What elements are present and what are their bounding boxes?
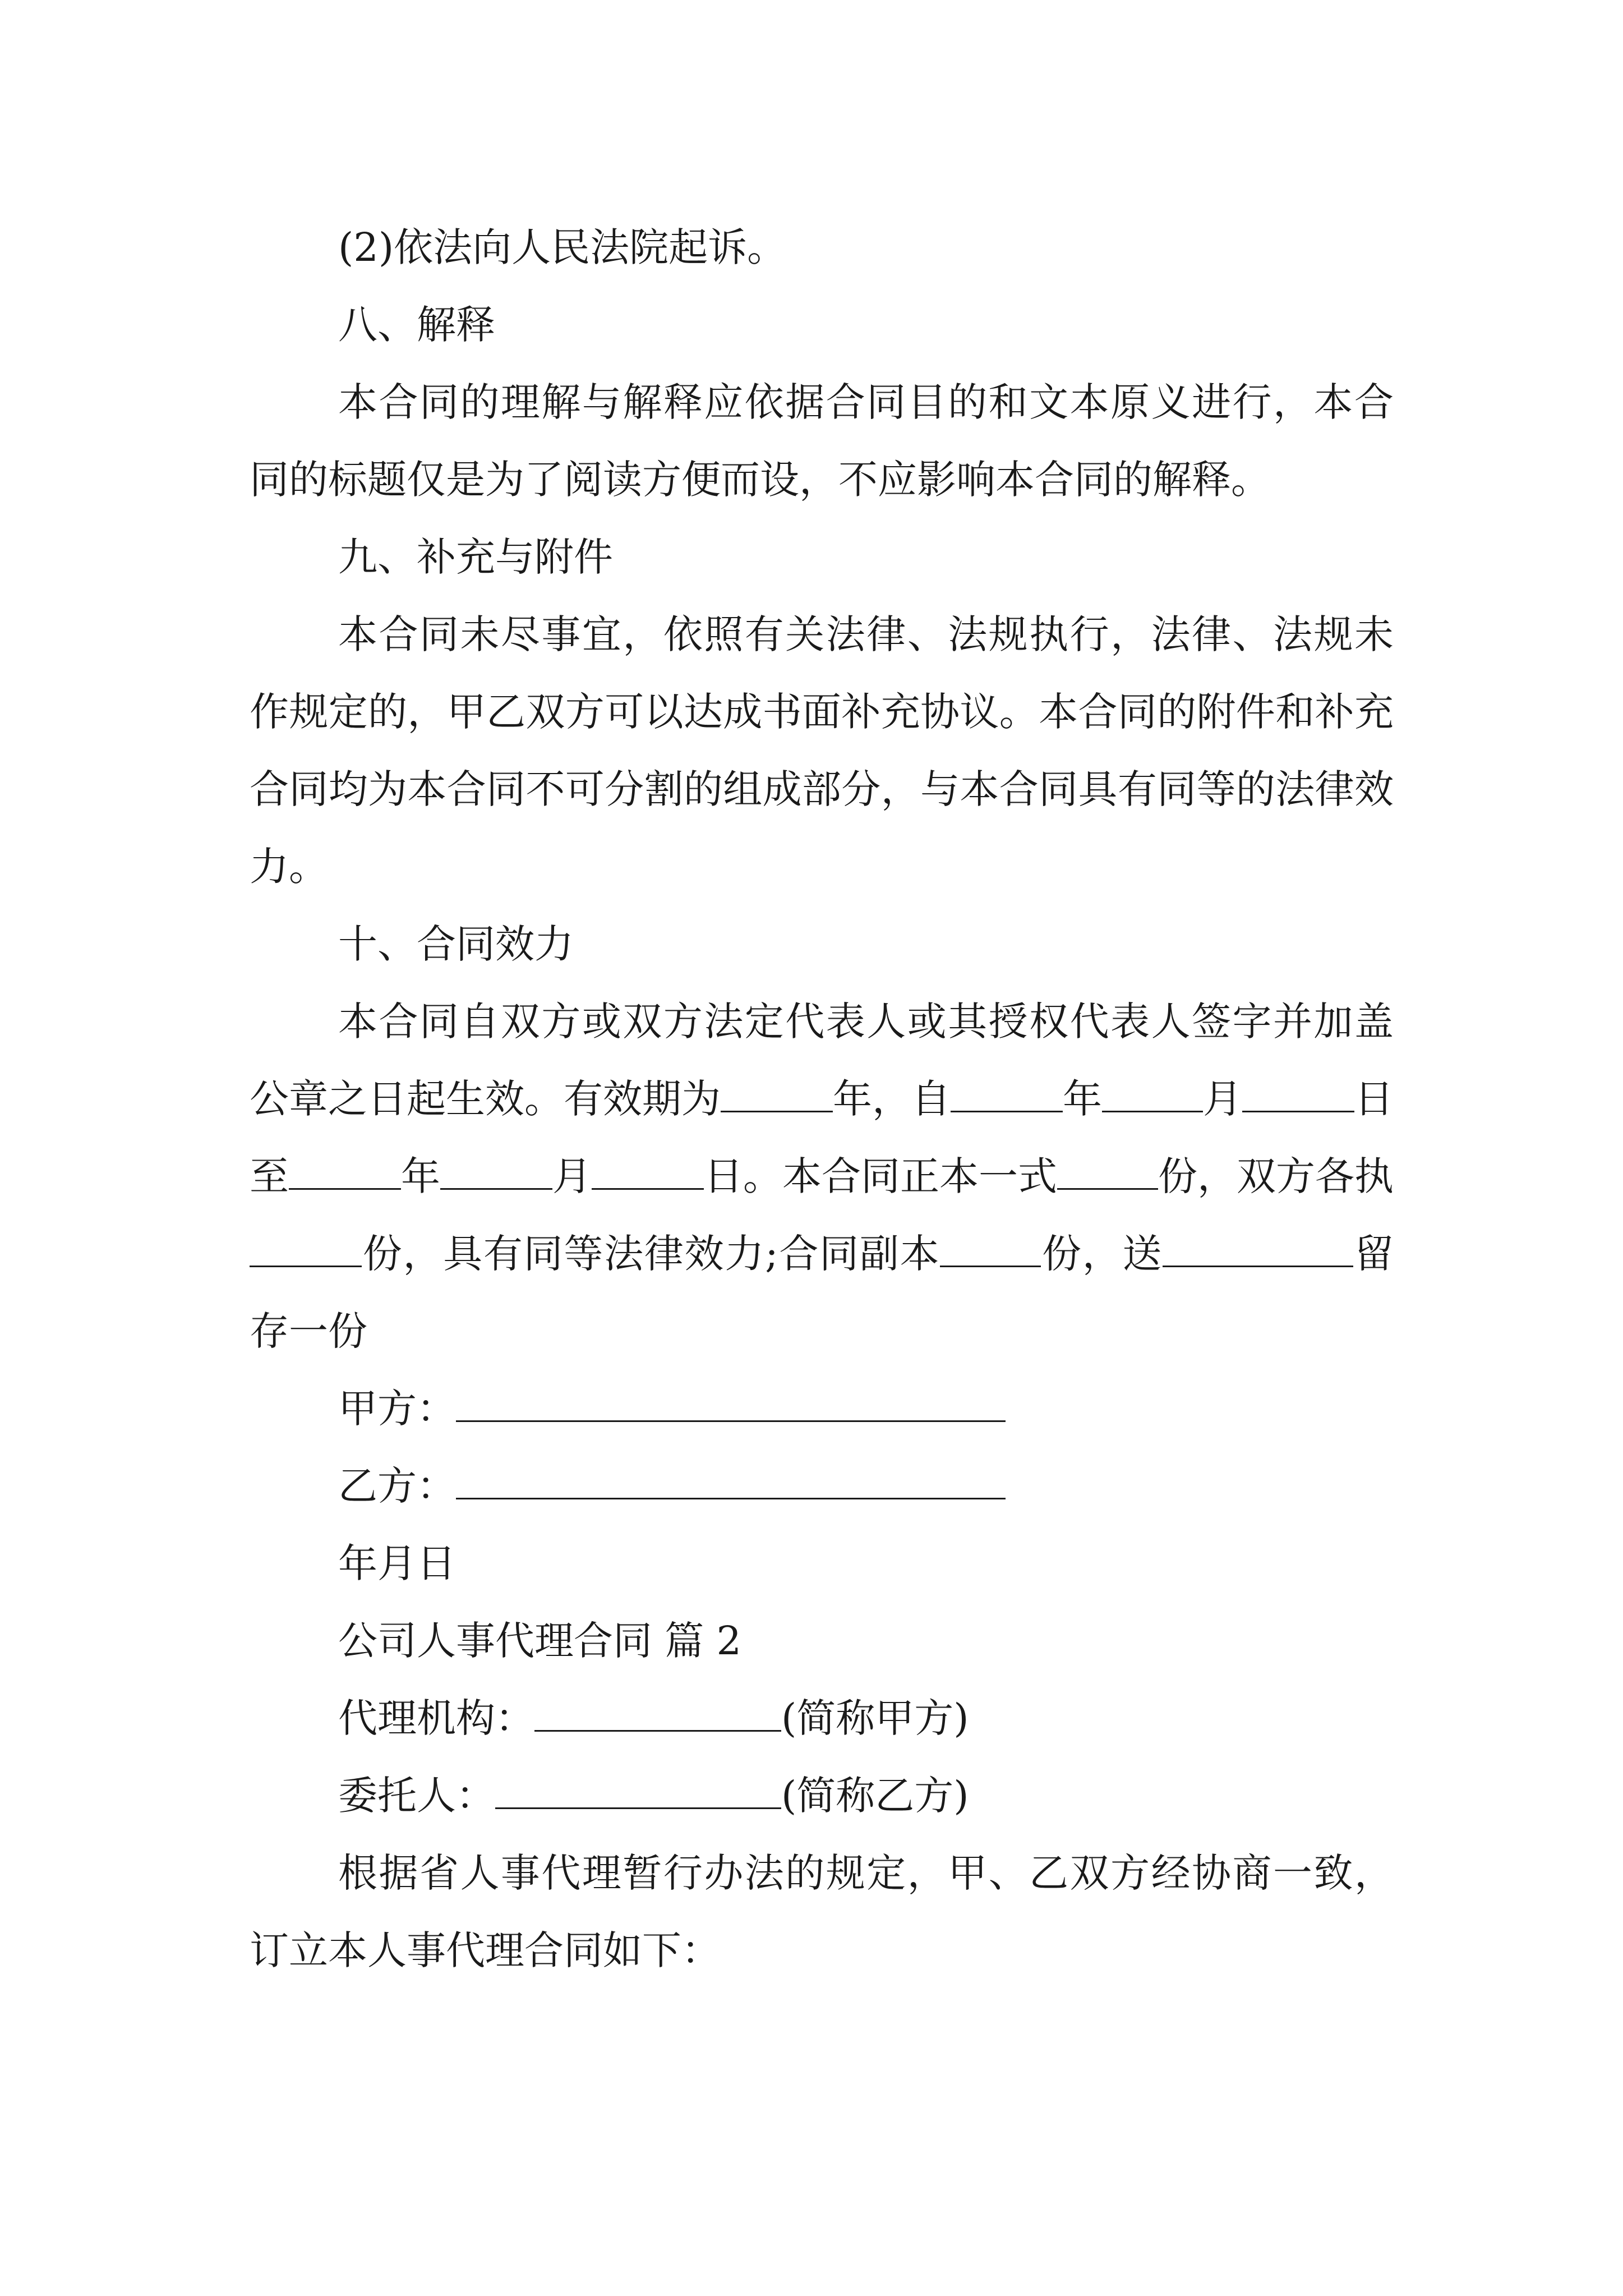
recipient-blank[interactable]	[1163, 1233, 1353, 1267]
section-8-body: 本合同的理解与解释应依据合同目的和文本原义进行，本合同的标题仅是为了阅读方便而设，不应影响本合同的解释。	[250, 379, 1394, 503]
section-10-text: 月	[552, 1153, 592, 1199]
validity-years-blank[interactable]	[721, 1078, 833, 1112]
clause-item-2: (2)依法向人民法院起诉。	[338, 224, 787, 270]
section-10-text: 年	[1063, 1076, 1102, 1122]
section-10-text: 份，双方各执	[1158, 1153, 1394, 1199]
party-a-label: 甲方：	[338, 1386, 456, 1432]
end-year-blank[interactable]	[289, 1156, 401, 1190]
copies-each-blank[interactable]	[250, 1233, 362, 1267]
client-line	[250, 1757, 1394, 1834]
section-10-text: 日至	[250, 1076, 1394, 1199]
section-9-body: 本合同未尽事宜，依照有关法律、法规执行，法律、法规未作规定的，甲乙双方可以达成书面补充协议。本合同的附件和补充合同均为本合同不可分割的组成部分，与本合同具有同等的法律效力。	[250, 611, 1394, 890]
section-10-text: 份，具有同等法律效力;合同副本	[362, 1231, 940, 1277]
start-year-blank[interactable]	[951, 1078, 1063, 1112]
document-body	[250, 209, 1394, 1989]
section-10-text: 份，送	[1041, 1231, 1163, 1277]
section-9-heading: 九、补充与附件	[338, 534, 613, 580]
section-10-text: 日。本合同正本一式	[704, 1153, 1057, 1199]
client-blank[interactable]	[495, 1775, 781, 1809]
section-10-text: 留存一份	[250, 1231, 1394, 1354]
section-10-body	[250, 983, 1394, 1370]
party-b-label: 乙方：	[338, 1463, 456, 1509]
agency-suffix: (简称甲方)	[781, 1695, 969, 1741]
agency-label: 代理机构：	[338, 1695, 534, 1741]
end-month-blank[interactable]	[440, 1156, 552, 1190]
section-10-text: 年，自	[833, 1076, 951, 1122]
start-day-blank[interactable]	[1242, 1078, 1354, 1112]
end-day-blank[interactable]	[592, 1156, 704, 1190]
original-copies-blank[interactable]	[1057, 1156, 1158, 1190]
section-10-heading: 十、合同效力	[338, 921, 574, 967]
section-10-text: 月	[1203, 1076, 1242, 1122]
date-line: 年月日	[338, 1540, 456, 1586]
start-month-blank-a[interactable]	[1102, 1078, 1203, 1112]
party-b-line	[250, 1447, 1394, 1525]
client-suffix: (简称乙方)	[781, 1773, 969, 1819]
contract-2-title: 公司人事代理合同 篇 2	[338, 1618, 742, 1664]
agency-line	[250, 1680, 1394, 1757]
contract-2-intro: 根据省人事代理暂行办法的规定，甲、乙双方经协商一致，订立本人事代理合同如下：	[250, 1850, 1394, 1973]
section-8-heading: 八、解释	[338, 302, 495, 348]
client-label: 委托人：	[338, 1773, 495, 1819]
duplicate-copies-blank[interactable]	[940, 1233, 1041, 1267]
section-10-text: 年	[401, 1153, 440, 1199]
section-10-text: 本合同自双方或双方法定代表人或其授权代表人签字并加盖公章之日起生效。有效期为	[250, 999, 1394, 1122]
party-a-blank[interactable]	[456, 1388, 1006, 1422]
agency-blank[interactable]	[534, 1697, 781, 1732]
party-b-blank[interactable]	[456, 1465, 1006, 1499]
party-a-line	[250, 1370, 1394, 1447]
